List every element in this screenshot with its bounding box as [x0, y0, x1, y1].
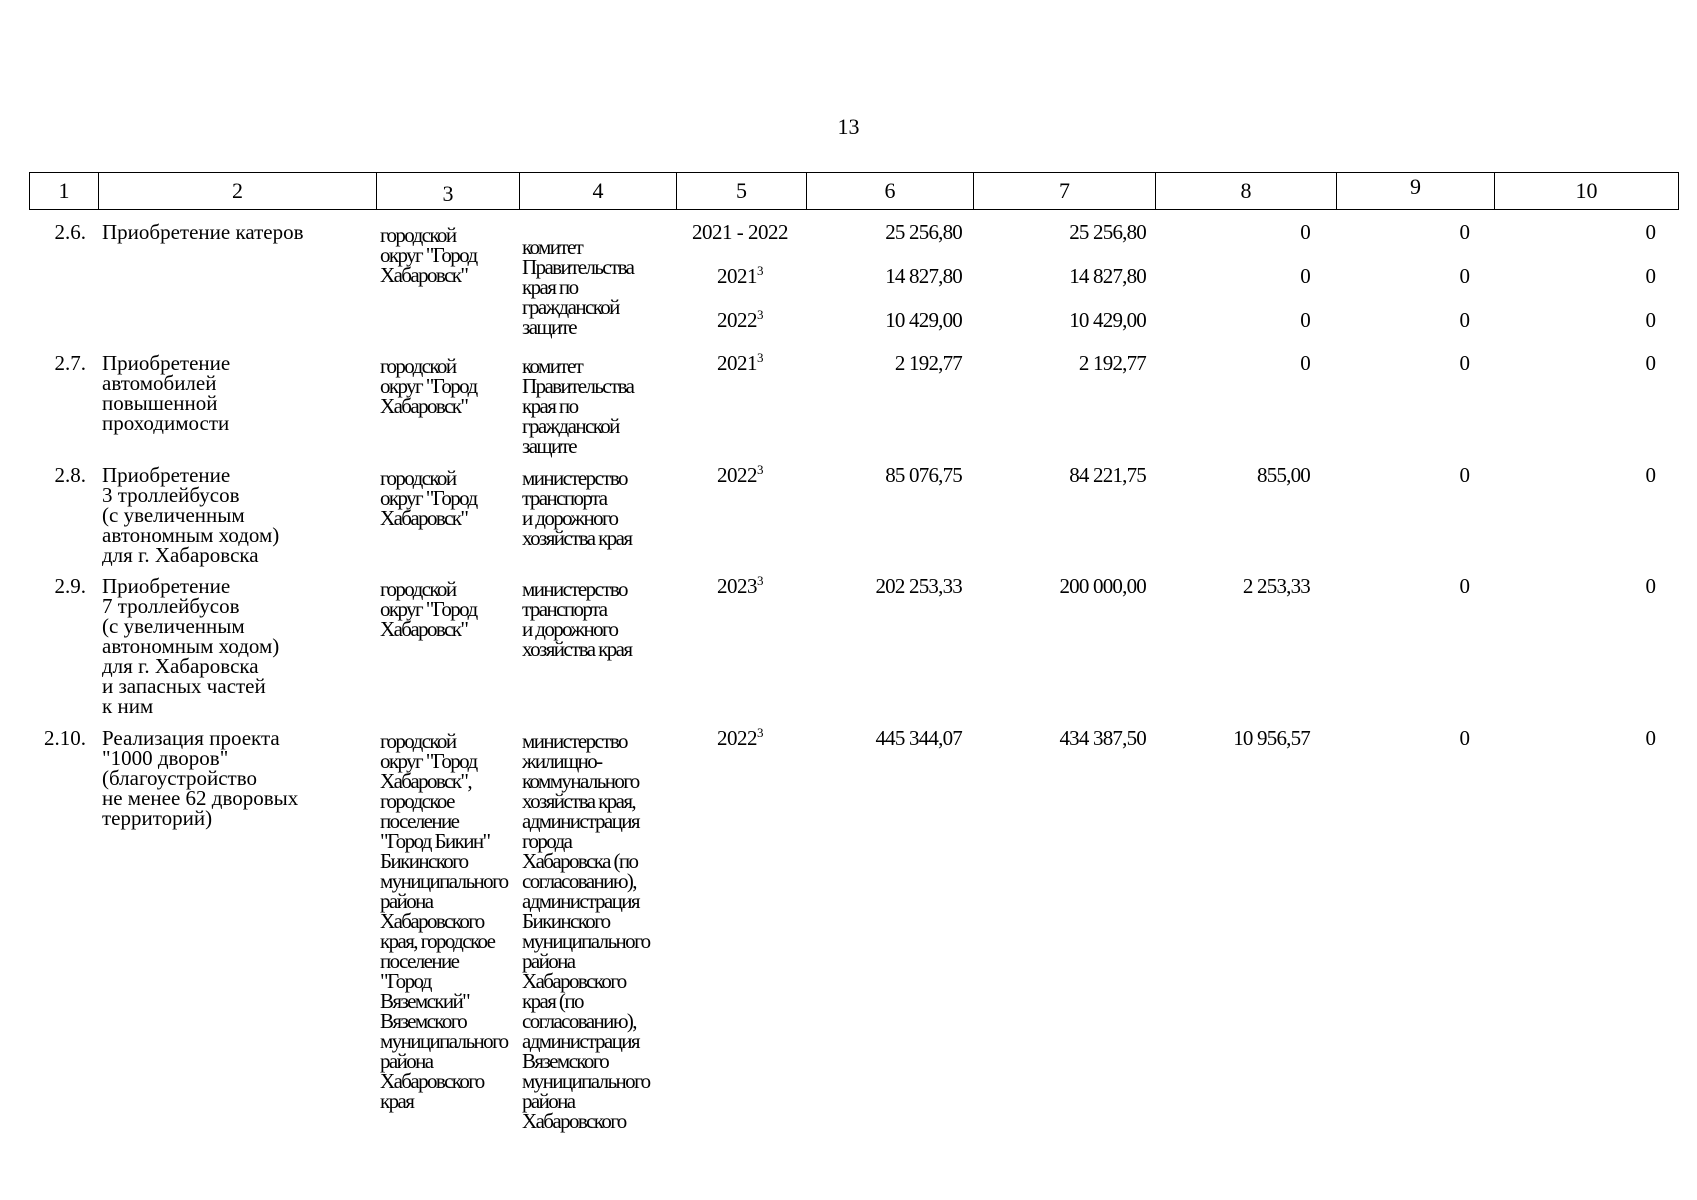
event-name: Приобретение автомобилей повышенной проходимости: [102, 351, 231, 435]
amount-col9: 0: [1459, 574, 1470, 598]
territory: городской округ "Город Хабаровск": [380, 577, 477, 641]
header-col-3: 3: [377, 173, 520, 209]
header-col-1: 1: [30, 173, 99, 209]
amount-col7: 14 827,80: [1069, 264, 1146, 288]
amount-col8: 0: [1300, 308, 1310, 332]
row-number: 2.9.: [54, 574, 86, 598]
amount-col8: 0: [1300, 264, 1310, 288]
amount-total: 25 256,80: [885, 220, 962, 244]
amount-col10: 0: [1645, 463, 1656, 487]
amount-col9: 0: [1459, 351, 1470, 375]
amount-col8: 855,00: [1257, 463, 1310, 487]
period: 2022$^3$: [717, 462, 763, 487]
amount-col7: 200 000,00: [1059, 574, 1146, 598]
amount-col7: 434 387,50: [1059, 726, 1146, 750]
amount-col9: 0: [1459, 463, 1470, 487]
header-col-10: 10: [1575, 178, 1598, 203]
event-name: Приобретение 3 троллейбусов (с увеличенным автономным ходом) для г. Хабаровска: [102, 463, 280, 567]
header-col-5: 5: [677, 173, 807, 209]
header-col-7: 7: [974, 173, 1156, 209]
amount-total: 14 827,80: [885, 264, 962, 288]
amount-col9: 0: [1459, 220, 1470, 244]
page-number: 13: [837, 114, 860, 139]
amount-col10: 0: [1645, 574, 1656, 598]
amount-total: 10 429,00: [885, 308, 962, 332]
header-col-2: 2: [99, 173, 377, 209]
amount-col8: 0: [1300, 220, 1310, 244]
amount-col9: 0: [1459, 264, 1470, 288]
footnote-mark: 3: [757, 573, 763, 588]
amount-col10: 0: [1645, 220, 1656, 244]
executor: министерство транспорта и дорожного хозяйства края: [522, 466, 632, 550]
amount-col10: 0: [1645, 726, 1656, 750]
amount-col10: 0: [1645, 264, 1656, 288]
amount-col10: 0: [1645, 351, 1656, 375]
footnote-mark: 3: [757, 307, 763, 322]
footnote-mark: 3: [757, 350, 763, 365]
header-col-6: 6: [807, 173, 974, 209]
period: 2021 - 2022: [692, 220, 788, 244]
event-name: Приобретение катеров: [102, 220, 304, 244]
event-name: Реализация проекта "1000 дворов" (благоустройство не менее 62 дворовых территорий): [102, 726, 299, 830]
amount-total: 2 192,77: [894, 351, 962, 375]
footnote-mark: 3: [757, 263, 763, 278]
row-number: 2.10.: [44, 726, 86, 750]
period: 2022$^3$: [717, 307, 763, 332]
event-name: Приобретение 7 троллейбусов (с увеличенным автономным ходом) для г. Хабаровска и запасных частей к ним: [102, 574, 280, 718]
amount-col7: 25 256,80: [1069, 220, 1146, 244]
footnote-mark: 3: [757, 462, 763, 477]
amount-col9: 0: [1459, 726, 1470, 750]
row-number: 2.8.: [54, 463, 86, 487]
row-number: 2.7.: [54, 351, 86, 375]
amount-col9: 0: [1459, 308, 1470, 332]
amount-total: 85 076,75: [885, 463, 962, 487]
amount-col8: 0: [1300, 351, 1310, 375]
executor: комитет Правительства края по гражданской защите: [522, 235, 634, 339]
territory: городской округ "Город Хабаровск": [380, 354, 477, 418]
territory: городской округ "Город Хабаровск": [380, 223, 477, 287]
table-header: [29, 172, 1679, 210]
amount-col7: 10 429,00: [1069, 308, 1146, 332]
amount-col7: 2 192,77: [1078, 351, 1146, 375]
row-number: 2.6.: [54, 220, 86, 244]
header-col-4: 4: [520, 173, 677, 209]
period: 2021$^3$: [717, 350, 763, 375]
territory: городской округ "Город Хабаровск", городское поселение "Город Бикин" Бикинского муниципального района Хабаровского края, городское поселение "Город Вяземский" Вяземского муниципального района Хабаровского края: [380, 729, 508, 1113]
amount-col8: 10 956,57: [1233, 726, 1310, 750]
period: 2021$^3$: [717, 263, 763, 288]
header-col-9: 9: [1337, 173, 1495, 209]
amount-col10: 0: [1645, 308, 1656, 332]
footnote-mark: 3: [757, 725, 763, 740]
executor: министерство транспорта и дорожного хозяйства края: [522, 577, 632, 661]
amount-total: 445 344,07: [875, 726, 962, 750]
amount-col8: 2 253,33: [1242, 574, 1310, 598]
period: 2022$^3$: [717, 725, 763, 750]
amount-total: 202 253,33: [875, 574, 962, 598]
header-col-8: 8: [1156, 173, 1337, 209]
territory: городской округ "Город Хабаровск": [380, 466, 477, 530]
amount-col7: 84 221,75: [1069, 463, 1146, 487]
period: 2023$^3$: [717, 573, 763, 598]
executor: комитет Правительства края по гражданской защите: [522, 354, 634, 458]
executor: министерство жилищно- коммунального хозяйства края, администрация города Хабаровска (по согласованию), администрация Бикинского муниципального района Хабаровского края (по согласованию), администрация Вяземского муниципального района Хабаровского: [522, 729, 650, 1133]
